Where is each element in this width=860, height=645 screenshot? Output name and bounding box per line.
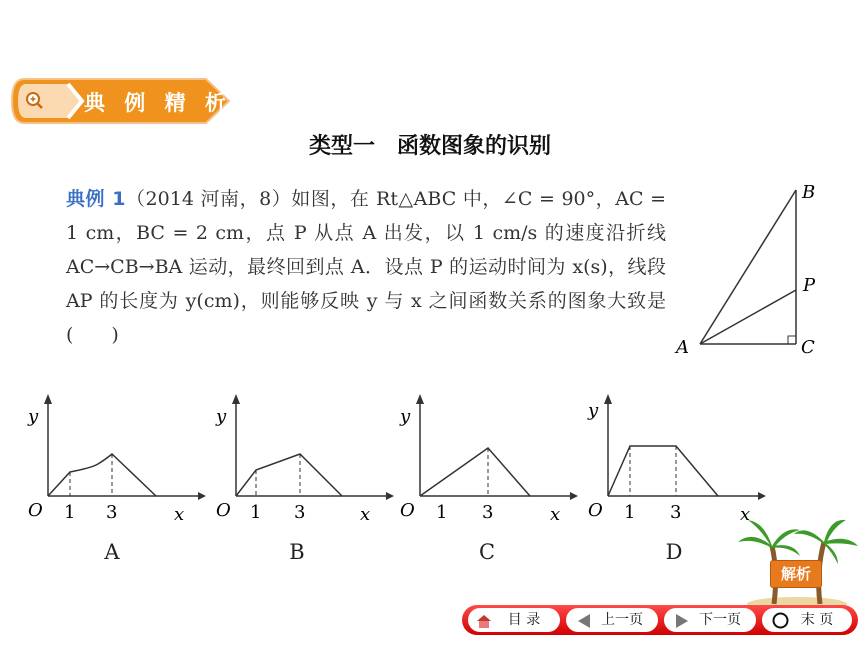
left-arrow-icon xyxy=(576,613,592,629)
next-page-button[interactable] xyxy=(664,605,756,635)
banner-label: 典 例 精 析 xyxy=(84,91,232,115)
analysis-button[interactable]: 解析 xyxy=(770,560,822,588)
tick-label-3: 3 xyxy=(294,502,306,523)
tick-label-3: 3 xyxy=(670,502,682,523)
option-label-c: C xyxy=(478,540,496,564)
origin-label: O xyxy=(216,500,231,521)
tick-label-1: 1 xyxy=(64,502,76,523)
option-graph-c xyxy=(388,392,578,528)
origin-label: O xyxy=(400,500,415,521)
previous-page-button[interactable] xyxy=(566,605,658,635)
problem-label: 典例 1 xyxy=(66,188,126,210)
section-title: 类型一 函数图象的识别 xyxy=(308,134,551,159)
problem-text: （2014 河南，8）如图，在 Rt△ABC 中，∠C = 90°，AC = 1 cm，BC = 2 cm，点 P 从点 A 出发，以 1 cm/s 的速度沿折线 AC→CB→BA 运动，最终回到点 A．设点 P 的运动时间为 x(s)，线段 AP 的长度为 y(cm)，则能够反映 y 与 x 之间函数关系的图象大致是( ) xyxy=(66,188,666,346)
option-label-a: A xyxy=(104,540,120,564)
x-axis-label: x xyxy=(550,504,561,525)
tick-label-1: 1 xyxy=(624,502,636,523)
problem-statement xyxy=(66,182,666,352)
last-page-label: 末 页 xyxy=(800,612,834,628)
x-axis-label: x xyxy=(174,504,185,525)
point-label-a: A xyxy=(676,337,689,358)
triangle-figure xyxy=(672,178,832,358)
stop-circle-icon xyxy=(772,612,789,629)
contents-button[interactable] xyxy=(468,605,560,635)
y-axis-label: y xyxy=(400,406,411,427)
home-icon xyxy=(476,613,492,629)
option-graph-a xyxy=(16,392,206,528)
tick-label-1: 1 xyxy=(250,502,262,523)
origin-label: O xyxy=(28,500,43,521)
previous-page-label: 上一页 xyxy=(601,612,643,628)
last-page-button[interactable] xyxy=(762,605,852,635)
x-axis-label: x xyxy=(740,504,751,525)
point-label-p: P xyxy=(803,275,816,296)
option-label-d: D xyxy=(665,540,683,564)
next-page-label: 下一页 xyxy=(699,612,741,628)
option-graph-d xyxy=(576,392,766,528)
option-graph-b xyxy=(204,392,394,528)
option-label-b: B xyxy=(289,540,305,564)
origin-label: O xyxy=(588,500,603,521)
tick-label-3: 3 xyxy=(106,502,118,523)
y-axis-label: y xyxy=(588,400,599,421)
right-arrow-icon xyxy=(674,613,690,629)
point-label-c: C xyxy=(801,337,815,358)
tick-label-3: 3 xyxy=(482,502,494,523)
y-axis-label: y xyxy=(216,406,227,427)
contents-label: 目 录 xyxy=(507,612,541,628)
tick-label-1: 1 xyxy=(436,502,448,523)
navigation-bar xyxy=(462,605,858,635)
point-label-b: B xyxy=(802,182,816,203)
magnifier-icon xyxy=(24,90,44,110)
y-axis-label: y xyxy=(28,406,39,427)
x-axis-label: x xyxy=(360,504,371,525)
